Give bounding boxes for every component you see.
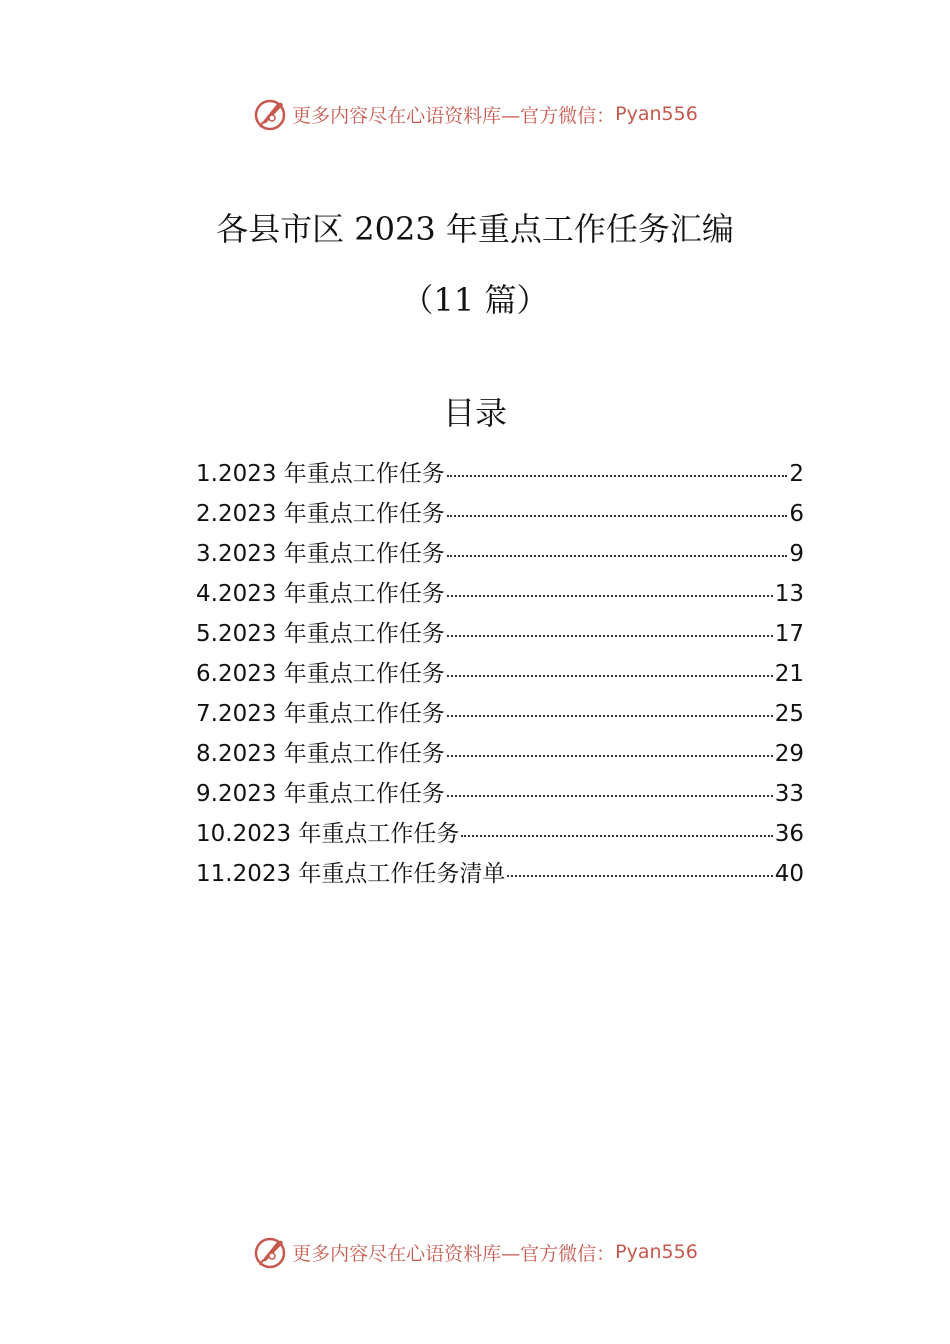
banner-wechat-id: Pyan556 <box>615 103 698 125</box>
toc-entry-label: 6.2023 年重点工作任务 <box>196 661 445 687</box>
toc-entry[interactable] <box>196 574 804 614</box>
toc-entry-page: 40 <box>774 861 804 887</box>
toc-entry-label: 10.2023 年重点工作任务 <box>196 821 460 847</box>
toc-entry-page: 29 <box>774 741 804 767</box>
toc-entry-page: 17 <box>774 621 804 647</box>
toc-entry-label: 9.2023 年重点工作任务 <box>196 781 445 807</box>
header-banner <box>0 94 950 134</box>
document-title: 各县市区 2023 年重点工作任务汇编 <box>216 210 734 248</box>
toc-entry-label: 3.2023 年重点工作任务 <box>196 541 445 567</box>
toc-leader <box>447 475 788 477</box>
toc-leader <box>447 635 773 637</box>
toc-entry[interactable] <box>196 614 804 654</box>
toc-entry-label: 1.2023 年重点工作任务 <box>196 461 445 487</box>
toc-entry[interactable] <box>196 814 804 854</box>
toc-leader <box>447 715 773 717</box>
banner-text: 更多内容尽在心语资料库—官方微信： <box>292 1242 616 1265</box>
toc-entry-label: 11.2023 年重点工作任务清单 <box>196 861 506 887</box>
toc-leader <box>447 755 773 757</box>
toc-entry-page: 9 <box>789 541 804 567</box>
banner-wechat-id: Pyan556 <box>615 1241 698 1263</box>
toc-leader <box>447 595 773 597</box>
toc-entry-page: 6 <box>789 501 804 527</box>
toc-entry[interactable] <box>196 494 804 534</box>
toc-entry-page: 13 <box>774 581 804 607</box>
toc-leader <box>447 675 773 677</box>
toc-entry-label: 2.2023 年重点工作任务 <box>196 501 445 527</box>
toc-heading: 目录 <box>442 394 507 432</box>
banner-text: 更多内容尽在心语资料库—官方微信： <box>292 104 616 127</box>
toc-entry-label: 5.2023 年重点工作任务 <box>196 621 445 647</box>
toc-entry-label: 8.2023 年重点工作任务 <box>196 741 445 767</box>
document-subtitle: （11 篇） <box>401 281 549 319</box>
toc-entry[interactable] <box>196 534 804 574</box>
toc-entry[interactable] <box>196 734 804 774</box>
toc-entry-label: 4.2023 年重点工作任务 <box>196 581 445 607</box>
toc-entry[interactable] <box>196 854 804 894</box>
toc-leader <box>447 515 788 517</box>
toc-leader <box>507 875 772 877</box>
toc-entry-label: 7.2023 年重点工作任务 <box>196 701 445 727</box>
toc-entry-page: 2 <box>789 461 804 487</box>
quill-pen-circle-icon <box>252 96 288 132</box>
quill-pen-circle-icon <box>252 1234 288 1270</box>
toc-leader <box>461 835 772 837</box>
table-of-contents <box>196 454 804 894</box>
footer-banner <box>0 1232 950 1272</box>
toc-entry-page: 36 <box>774 821 804 847</box>
toc-entry-page: 33 <box>774 781 804 807</box>
toc-leader <box>447 795 773 797</box>
toc-leader <box>447 555 788 557</box>
toc-entry[interactable] <box>196 774 804 814</box>
toc-entry[interactable] <box>196 654 804 694</box>
toc-entry[interactable] <box>196 454 804 494</box>
toc-entry[interactable] <box>196 694 804 734</box>
toc-entry-page: 25 <box>774 701 804 727</box>
toc-entry-page: 21 <box>774 661 804 687</box>
